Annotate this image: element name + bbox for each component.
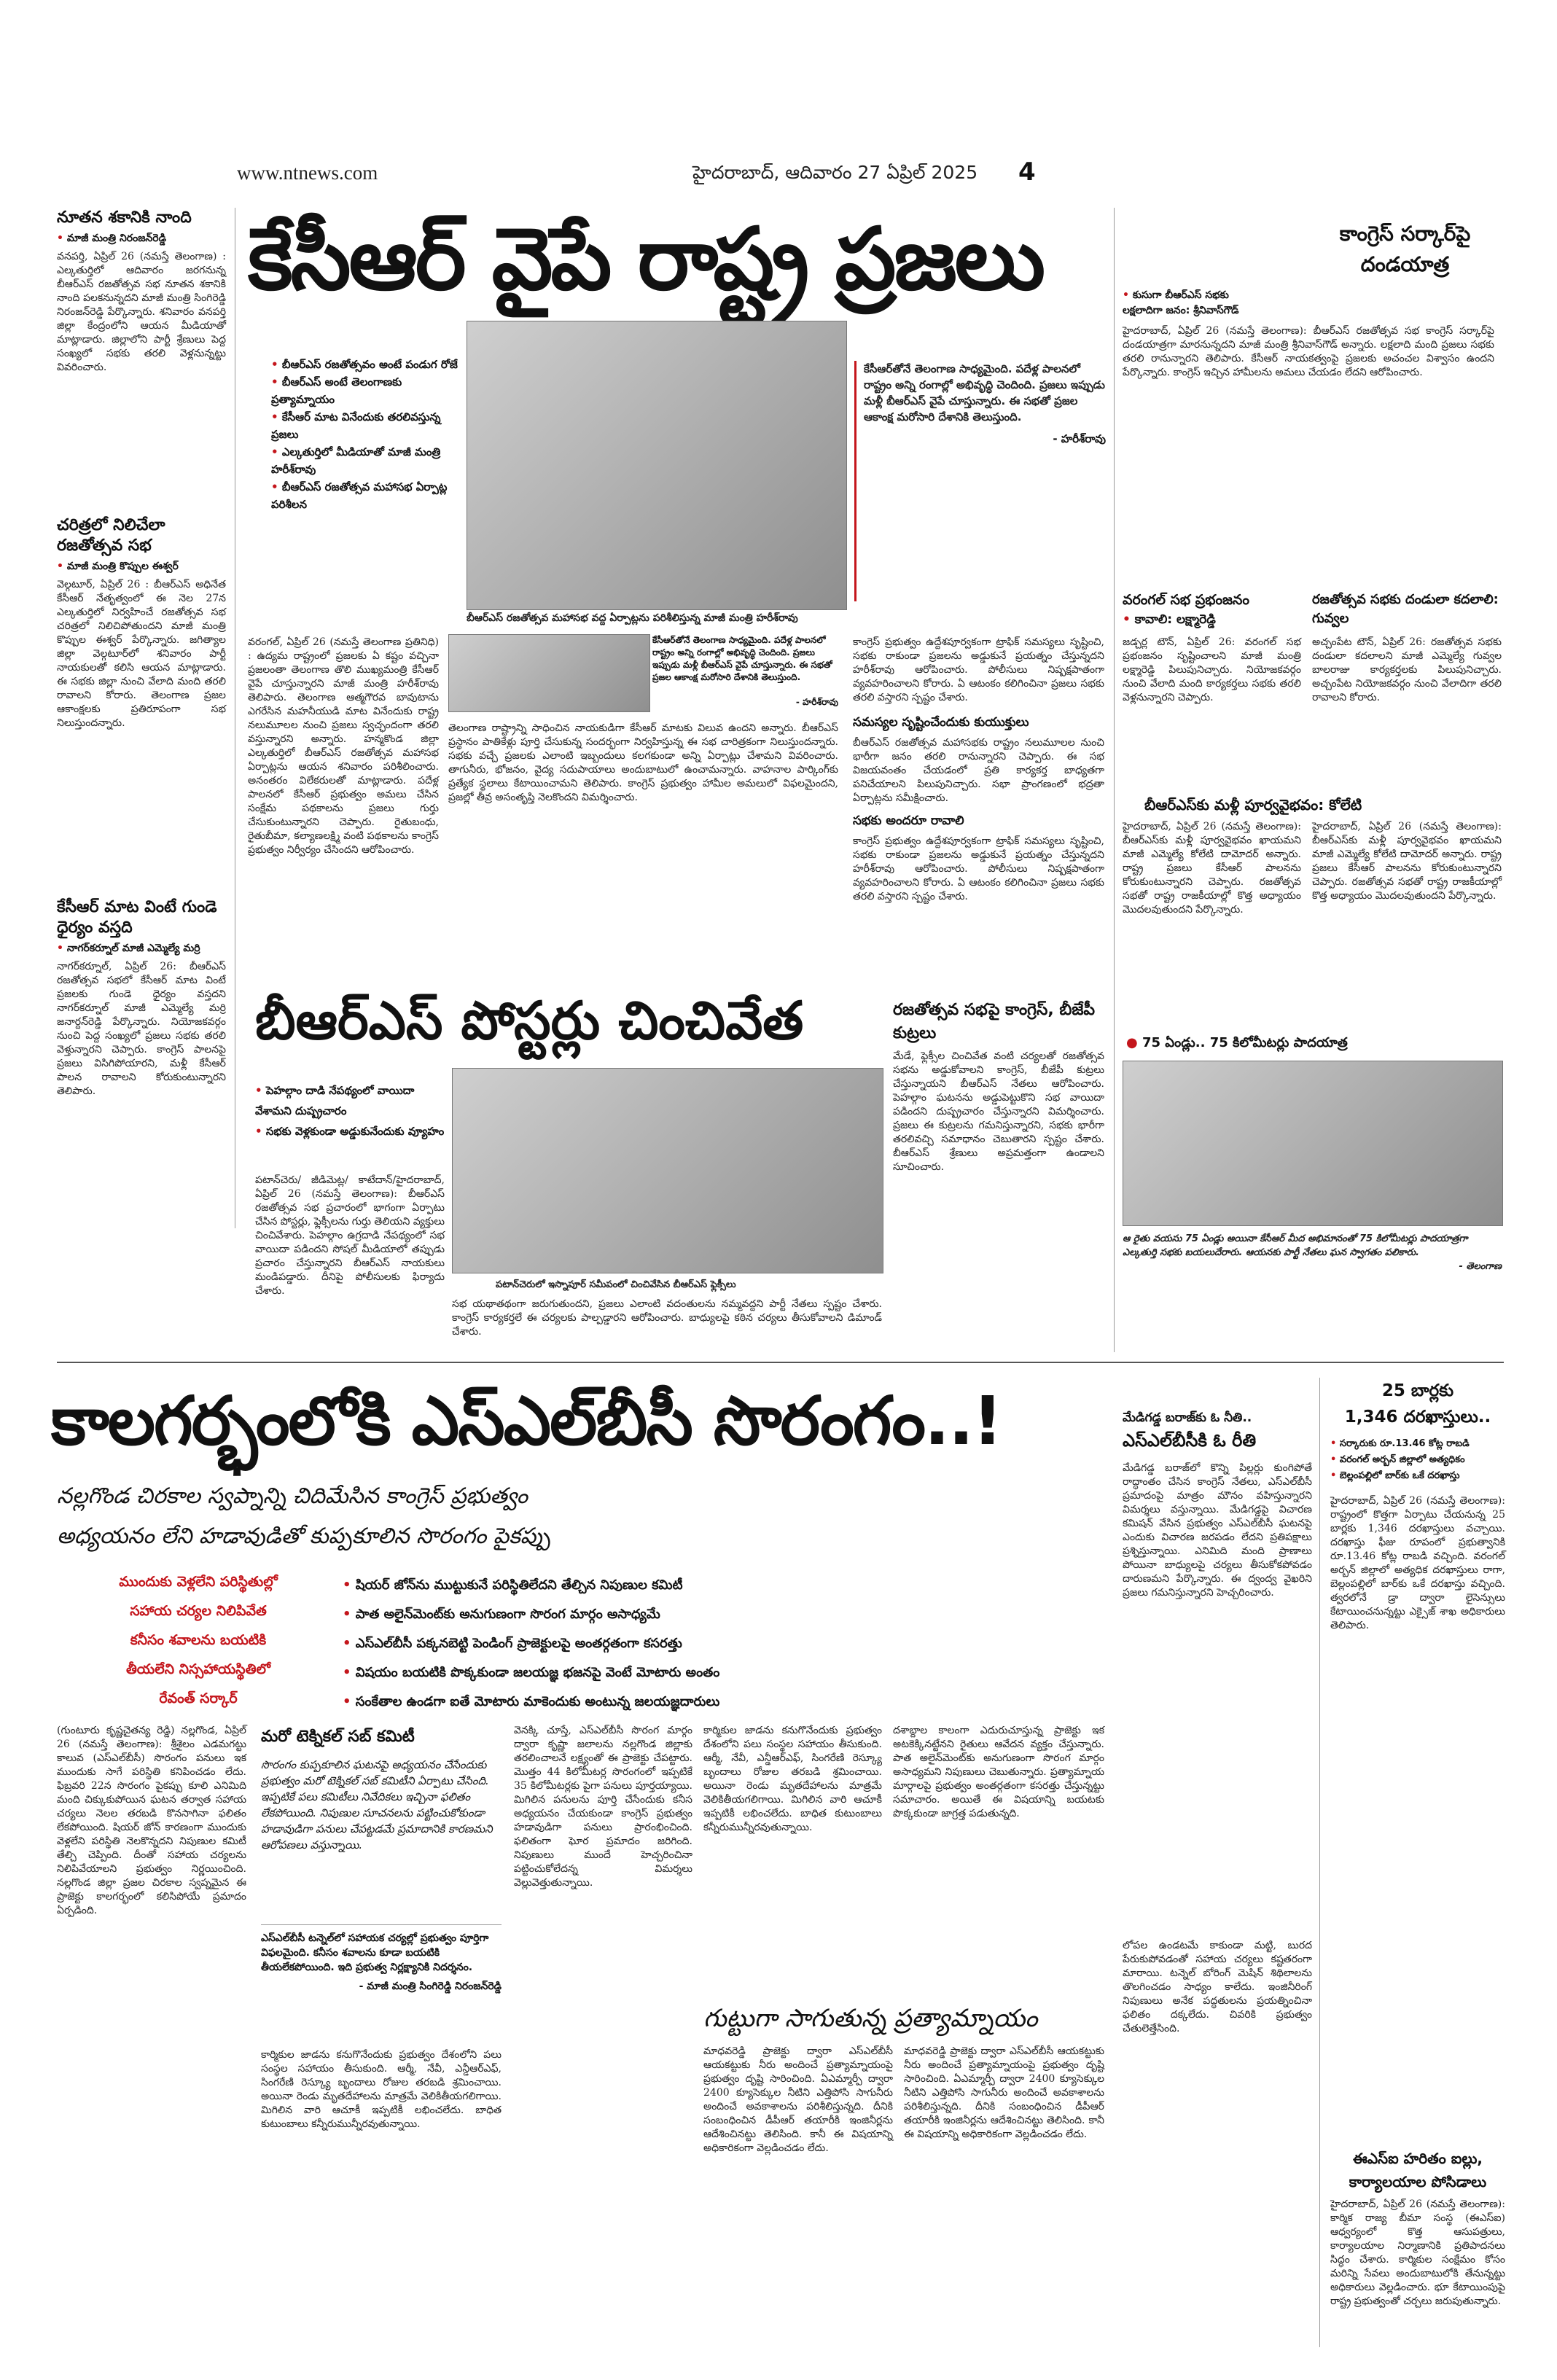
bullet: • కేసీఆర్ మాట వినేందుకు తరలివస్తున్న ప్రజలు	[271, 408, 461, 443]
inset-quote-text: కేసీఆర్‌తోనే తెలంగాణ సాధ్యమైంది. పదేళ్ల పాలనలో రాష్ట్రం అన్ని రంగాల్లో అభివృద్ధి చెందింది. ప్రజలు ఇప్పుడు మళ్లీ బీఆర్ఎస్ వైపే చూస్తున్నారు. ఈ సభతో ప్రజల ఆకాంక్ష మరోసారి దేశానికి తెలుస్తుంది.	[652, 635, 832, 682]
right-s4-body: హైదరాబాద్, ఏప్రిల్ 26 (నమస్తే తెలంగాణ): బీఆర్ఎస్‌కు మళ్లీ పూర్వవైభవం ఖాయమని మాజీ ఎమ్మెల్యే కోలేటి దామోదర్ అన్నారు. రాష్ట్ర ప్రజలు కేసీఆర్ పాలనను కోరుకుంటున్నారని చెప్పారు. రజతోత్సవ సభతో రాష్ట్ర రాజకీయాల్లో కొత్త అధ్యాయం మొదలవుతుందని పేర్కొన్నారు.	[1123, 821, 1305, 916]
top-story-photo	[467, 321, 847, 610]
slbc-body: (గుంటూరు కృష్ణచైతన్య రెడ్డి) నల్లగొండ, ఏప్రిల్ 26 (నమస్తే తెలంగాణ): శ్రీశైలం ఎడమగట్టు కాలువ (ఎస్ఎల్‌బీసీ) సొరంగం పనులు ఇక ముందుకు సాగే పరిస్థితి కనిపించడం లేదు. ఫిబ్రవరి 22న సొరంగం పైకప్పు కూలి ఎనిమిది మంది చిక్కుకుపోయిన ఘటన తర్వాత సహాయ చర్యలు నెలల తరబడి కొనసాగినా ఫలితం లేకపోయింది. షియర్ జోన్ కారణంగా ముందుకు వెళ్లలేని పరిస్థితి నెలకొన్నదని నిపుణుల కమిటీ తేల్చి చెప్పింది. దీంతో సహాయ చర్యలను నిలిపివేయాలని ప్రభుత్వం నిర్ణయించింది. నల్లగొండ జిల్లా ప్రజల చిరకాల స్వప్నమైన ఈ ప్రాజెక్టు కాలగర్భంలో కలిసిపోయే ప్రమాదం ఏర్పడింది.	[57, 1725, 250, 1916]
slbc-body: కార్మికుల జాడను కనుగొనేందుకు ప్రభుత్వం దేశంలోని పలు సంస్థల సహాయం తీసుకుంది. ఆర్మీ, నేవీ, ఎన్డీఆర్ఎఫ్, సింగరేణి రెస్క్యూ బృందాలు రోజుల తరబడి శ్రమించాయి. అయినా రెండు మృతదేహాలను మాత్రమే వెలికితీయగలిగాయి. మిగిలిన వారి ఆచూకీ ఇప్పటికీ లభించలేదు. బాధిత కుటుంబాలు కన్నీరుమున్నీరవుతున్నాయి.	[703, 1725, 886, 1833]
top-story-body: వరంగల్, ఏప్రిల్ 26 (నమస్తే తెలంగాణ ప్రతినిధి) : ఉద్యమ రాష్ట్రంలో ప్రజలకు ఏ కష్టం వచ్చినా ప్రజలంతా తెలంగాణ తొలి ముఖ్యమంత్రి కేసీఆర్ వైపే చూస్తున్నారని మాజీ మంత్రి హరీశ్‌రావు తెలిపారు. తెలంగాణ ఆత్మగౌరవ బావుటాను ఎగరేసిన మహనీయుడి మాట వినేందుకు రాష్ట్ర నలుమూలల నుంచి ప్రజలు స్వచ్ఛందంగా తరలి వస్తున్నారని అన్నారు. హన్మకొండ జిల్లా ఎల్కతుర్తిలో బీఆర్ఎస్ రజతోత్సవ మహాసభ ఏర్పాట్లను ఆయన శనివారం పరిశీలించారు. అనంతరం విలేకరులతో మాట్లాడారు. పదేళ్ల పాలనలో కేసీఆర్ ప్రభుత్వం అమలు చేసిన సంక్షేమ పథకాలను ప్రజలు గుర్తు చేసుకుంటున్నారని చెప్పారు. రైతుబంధు, రైతుబీమా, కల్యాణలక్ష్మి వంటి పథకాలను కాంగ్రెస్ ప్రభుత్వం నిర్వీర్యం చేసిందని ఆరోపించారు.	[248, 636, 442, 856]
bullet: • సభకు వెళ్లకుండా అడ్డుకునేందుకు వ్యూహం	[255, 1121, 445, 1142]
section-divider	[57, 1362, 1504, 1363]
right-slbc-body: మేడిగడ్డ బరాజ్‌లో కొన్ని పిల్లర్లు కుంగిపోతే రాద్ధాంతం చేసిన కాంగ్రెస్ నేతలు, ఎస్ఎల్‌బీసీ ప్రమాదంపై మాత్రం మౌనం వహిస్తున్నారని విమర్శలు వస్తున్నాయి. మేడిగడ్డపై విచారణ కమిషన్ వేసిన ప్రభుత్వం ఎస్ఎల్‌బీసీ ఘటనపై ఎందుకు విచారణ జరపడం లేదని ప్రతిపక్షాలు ప్రశ్నిస్తున్నాయి. ఎనిమిది మంది ప్రాణాలు పోయినా బాధ్యులపై చర్యలు తీసుకోకపోవడం దారుణమని పేర్కొన్నారు. ఈ ద్వంద్వ వైఖరిని ప్రజలు గమనిస్తున్నారని హెచ్చరించారు.	[1123, 1462, 1316, 1599]
inset-quote-attr: - హరీశ్‌రావు	[795, 697, 838, 707]
page-number: 4	[1018, 157, 1036, 187]
right-s2-head: వరంగల్ సభ ప్రభంజనం	[1123, 592, 1250, 608]
bullet: • సర్కారుకు రూ.13.46 కోట్ల రాబడి	[1330, 1436, 1505, 1452]
top-story-bullets	[271, 356, 461, 513]
red-subhead: సహాయ చర్యల నిలిపివేత	[130, 1603, 267, 1619]
right-slbc-head: మేడిగడ్డ బరాజ్‌కు ఓ నీతి..	[1123, 1411, 1252, 1425]
guttu-body: మాధవరెడ్డి ప్రాజెక్టు ద్వారా ఎస్ఎల్‌బీసీ ఆయకట్టుకు నీరు అందించే ప్రత్యామ్నాయంపై ప్రభుత్వం దృష్టి సారించింది. ఏఎమ్మార్పీ ద్వారా 2400 క్యూసెక్కుల నీటిని ఎత్తిపోసి సాగునీరు అందించే అవకాశాలను పరిశీలిస్తున్నది. దీనికి సంబంధించిన డీపీఆర్ తయారీకి ఇంజినీర్లను ఆదేశించినట్టు తెలిసింది. కానీ ఈ విషయాన్ని అధికారికంగా వెల్లడించడం లేదు.	[703, 2045, 897, 2154]
slbc-side-body: సొరంగం కుప్పకూలిన ఘటనపై అధ్యయనం చేసేందుకు ప్రభుత్వం మరో టెక్నికల్ సబ్ కమిటీని ఏర్పాటు చేసింది. ఇప్పటికే పలు కమిటీలు నివేదికలు ఇచ్చినా ఫలితం లేకపోయింది. నిపుణుల సూచనలను పట్టించుకోకుండా హడావుడిగా పనులు చేపట్టడమే ప్రమాదానికి కారణమని ఆరోపణలు వస్తున్నాయి.	[261, 1758, 493, 1852]
pull-quote	[854, 361, 1106, 601]
bullet: • పాత అలైన్‌మెంట్‌కు అనుగుణంగా సొరంగ మార్గం అసాధ్యమే	[343, 1600, 1115, 1629]
top-story-photo-caption: బీఆర్ఎస్ రజతోత్సవ మహాసభ వద్ద ఏర్పాట్లను పరిశీలిస్తున్న మాజీ మంత్రి హరీశ్‌రావు	[467, 612, 798, 624]
byline: • మాజీ మంత్రి నిరంజన్‌రెడ్డి	[57, 231, 226, 246]
bullet: • ఎల్కతుర్తిలో మీడియాతో మాజీ మంత్రి హరీశ్‌రావు	[271, 443, 461, 478]
poster-headline: బీఆర్ఎస్ పోస్టర్లు చించివేత	[255, 990, 804, 1051]
mid-story-head: రజతోత్సవ సభపై కాంగ్రెస్, బీజేపీ కుట్రలు	[893, 1001, 1096, 1042]
padayatra-tag-text: 75 ఏండ్లు.. 75 కిలోమీటర్లు పాదయాత్ర	[1142, 1035, 1348, 1050]
bars-head	[1330, 1378, 1505, 1430]
story-subhead: సభకు అందరూ రావాలి	[853, 814, 964, 828]
bullet: • విషయం బయటికి పొక్కకుండా జలయజ్ఞ భజనపై వెంటే మోటారు అంతం	[343, 1658, 1115, 1688]
poster-bullets	[255, 1080, 445, 1142]
bars-body: హైదరాబాద్, ఏప్రిల్ 26 (నమస్తే తెలంగాణ): రాష్ట్రంలో కొత్తగా ఏర్పాటు చేయనున్న 25 బార్లకు 1,346 దరఖాస్తులు వచ్చాయి. దరఖాస్తు ఫీజు రూపంలో ప్రభుత్వానికి రూ.13.46 కోట్ల రాబడి వచ్చింది. వరంగల్ అర్బన్ జిల్లాలో అత్యధిక దరఖాస్తులు రాగా, బెల్లంపల్లిలో బార్‌కు ఒకే దరఖాస్తు వచ్చింది. త్వరలోనే డ్రా ద్వారా లైసెన్సులు కేటాయించనున్నట్టు ఎక్సైజ్ శాఖ అధికారులు తెలిపారు.	[1330, 1495, 1509, 1631]
top-story-body: కాంగ్రెస్ ప్రభుత్వం ఉద్దేశపూర్వకంగా ట్రాఫిక్ సమస్యలు సృష్టించి, సభకు రాకుండా ప్రజలను అడ్డుకునే ప్రయత్నం చేస్తున్నదని హరీశ్‌రావు ఆరోపించారు. పోలీసులు నిష్పక్షపాతంగా వ్యవహరించాలని కోరారు. ఏ ఆటంకం కలిగించినా ప్రజలు సభకు తరలి వస్తారని స్పష్టం చేశారు.	[853, 636, 1108, 703]
slbc-body: దశాబ్దాల కాలంగా ఎదురుచూస్తున్న ప్రాజెక్టు ఇక అటకెక్కినట్టేనని రైతులు ఆవేదన వ్యక్తం చేస్తున్నారు. పాత అలైన్‌మెంట్‌కు అనుగుణంగా సొరంగ మార్గం అసాధ్యమని నిపుణులు చెబుతున్నారు. ప్రత్యామ్నాయ మార్గాలపై ప్రభుత్వం అంతర్గతంగా కసరత్తు చేస్తున్నట్టు సమాచారం. అయితే ఈ విషయాన్ని బయటకు పొక్కకుండా జాగ్రత్త పడుతున్నది.	[893, 1725, 1108, 1819]
red-dot-icon: ●	[1126, 1035, 1142, 1050]
slbc-bullets	[343, 1571, 1115, 1717]
bars-bullets	[1330, 1436, 1505, 1484]
right-s3-body: అచ్చంపేట టౌన్, ఏప్రిల్ 26: రజతోత్సవ సభకు దండులా కదలాలని మాజీ ఎమ్మెల్యే గువ్వల బాలరాజు కార్యకర్తలకు పిలుపునిచ్చారు. అచ్చంపేట నియోజకవర్గం నుంచి వేలాదిగా తరలి రావాలని కోరారు.	[1312, 636, 1505, 703]
bullet: • షియర్ జోన్‌ను ముట్టుకునే పరిస్థితిలేదని తేల్చిన నిపుణుల కమిటీ	[343, 1571, 1115, 1600]
right-s1-body: హైదరాబాద్, ఏప్రిల్ 26 (నమస్తే తెలంగాణ): బీఆర్ఎస్ రజతోత్సవ సభ కాంగ్రెస్ సర్కార్‌పై దండయాత్రగా మారనున్నదని మాజీ మంత్రి శ్రీనివాస్‌గౌడ్ అన్నారు. లక్షలాది మంది ప్రజలు సభకు తరలి రానున్నారని తెలిపారు. కేసీఆర్ నాయకత్వంపై ప్రజలకు అచంచల విశ్వాసం ఉందని పేర్కొన్నారు. కాంగ్రెస్ ఇచ్చిన హామీలను అమలు చేయడం లేదని ఆరోపించారు.	[1123, 325, 1498, 378]
right-slbc-body: లోపల ఉండటమే కాకుండా మట్టి, బురద పేరుకుపోవడంతో సహాయ చర్యలు కష్టతరంగా మారాయి. టన్నెల్ బోరింగ్ మెషిన్ శిథిలాలను తొలగించడం సాధ్యం కాలేదు. ఇంజినీరింగ్ నిపుణులు అనేక పద్ధతులను ప్రయత్నించినా ఫలితం దక్కలేదు. చివరికి ప్రభుత్వం చేతులెత్తేసింది.	[1123, 1940, 1316, 2034]
padayatra-photo	[1123, 1061, 1503, 1226]
byline: • మాజీ మంత్రి కొప్పుల ఈశ్వర్	[57, 559, 226, 574]
bullet: • వరంగల్ అర్బన్ జిల్లాలో అత్యధికం	[1330, 1452, 1505, 1468]
byline: లక్షలాదిగా జనం: శ్రీనివాస్‌గౌడ్	[1123, 305, 1239, 316]
right-s4-head: బీఆర్ఎస్‌కు మళ్లీ పూర్వవైభవం: కోలేటి	[1144, 796, 1362, 814]
byline: • నాగర్‌కర్నూల్ మాజీ ఎమ్మెల్యే మర్రి	[57, 941, 226, 956]
poster-body: సభ యథాతథంగా జరుగుతుందని, ప్రజలు ఎలాంటి వదంతులను నమ్మవద్దని పార్టీ నేతలు స్పష్టం చేశారు. కాంగ్రెస్ కార్యకర్తలే ఈ చర్యలకు పాల్పడ్డారని ఆరోపించారు. బాధ్యులపై కఠిన చర్యలు తీసుకోవాలని డిమాండ్ చేశారు.	[452, 1298, 886, 1338]
red-subhead: రేవంత్ సర్కార్	[159, 1690, 238, 1706]
ecl-body: హైదరాబాద్, ఏప్రిల్ 26 (నమస్తే తెలంగాణ): కార్మిక రాజ్య బీమా సంస్థ (ఈఎస్ఐ) ఆధ్వర్యంలో కొత్త ఆసుపత్రులు, కార్యాలయాల నిర్మాణానికి ప్రతిపాదనలు సిద్ధం చేశారు. కార్మికుల సంక్షేమం కోసం మరిన్ని సేవలు అందుబాటులోకి తేనున్నట్టు అధికారులు వెల్లడించారు. భూ కేటాయింపుపై రాష్ట్ర ప్రభుత్వంతో చర్చలు జరుపుతున్నారు.	[1330, 2198, 1509, 2307]
right-s1-head: కాంగ్రెస్ సర్కార్‌పై దండయాత్ర	[1339, 222, 1471, 276]
poster-photo-caption: పటాన్‌చెరులో ఇస్నాపూర్ సమీపంలో చించివేసిన బీఆర్ఎస్ ఫ్లెక్సీలు	[496, 1279, 736, 1290]
bullet: • బెల్లంపల్లిలో బార్‌కు ఒకే దరఖాస్తు	[1330, 1468, 1505, 1484]
story-body: వెల్గటూర్, ఏప్రిల్ 26 : బీఆర్ఎస్ అధినేత కేసీఆర్ నేతృత్వంలో ఈ నెల 27న ఎల్కతుర్తిలో నిర్వహించే రజతోత్సవ సభ చరిత్రలో నిలిచిపోతుందని మాజీ మంత్రి కొప్పుల ఈశ్వర్ పేర్కొన్నారు. జగిత్యాల జిల్లా వెల్గటూర్‌లో శనివారం పార్టీ నాయకులతో కలిసి ఆయన మాట్లాడారు. ఈ సభకు జిల్లా నుంచి వేలాది మంది తరలి రావాలని కోరారు. తెలంగాణ ప్రజల ఆకాంక్షలకు ప్రతిరూపంగా సభ నిలుస్తుందన్నారు.	[57, 579, 230, 729]
red-subhead: కనీసం శవాలను బయటికి	[130, 1632, 267, 1648]
pull-quote-text: కేసీఆర్‌తోనే తెలంగాణ సాధ్యమైంది. పదేళ్ల పాలనలో రాష్ట్రం అన్ని రంగాల్లో అభివృద్ధి చెందింది. ప్రజలు ఇప్పుడు మళ్లీ బీఆర్ఎస్ వైపే చూస్తున్నారు. ఈ సభతో ప్రజల ఆకాంక్ష మరోసారి దేశానికి తెలుస్తుంది.	[864, 362, 1105, 424]
slbc-kicker: అధ్యయనం లేని హడావుడితో కుప్పకూలిన సొరంగం పైకప్పు	[57, 1523, 550, 1549]
bars-head-line: 25 బార్లకు	[1381, 1381, 1454, 1400]
site-url: www.ntnews.com	[237, 162, 378, 184]
ecl-head-line: ఈఎస్ఐ హరితం ఐల్లు,	[1352, 2150, 1483, 2167]
right-s2-body: జడ్చర్ల టౌన్, ఏప్రిల్ 26: వరంగల్ సభ ప్రభంజనం సృష్టించాలని మాజీ మంత్రి లక్ష్మారెడ్డి పిలుపునిచ్చారు. నియోజకవర్గం నుంచి వేలాది మంది కార్యకర్తలు సభకు తరలి వెళ్లనున్నారని చెప్పారు.	[1123, 636, 1305, 703]
top-story-body: తెలంగాణ రాష్ట్రాన్ని సాధించిన నాయకుడిగా కేసీఆర్ మాటకు విలువ ఉందని అన్నారు. బీఆర్ఎస్ ప్రస్థానం పాతికేళ్లు పూర్తి చేసుకున్న సందర్భంగా నిర్వహిస్తున్న ఈ సభ చారిత్రకంగా నిలుస్తుందన్నారు. సభకు వచ్చే ప్రజలకు ఎలాంటి ఇబ్బందులు కలగకుండా అన్ని ఏర్పాట్లు చేశామని వివరించారు. తాగునీరు, భోజనం, వైద్య సదుపాయాలు అందుబాటులో ఉంచామన్నారు. వాహనాల పార్కింగ్‌కు ప్రత్యేక స్థలాలు కేటాయించామని తెలిపారు. కాంగ్రెస్ ప్రభుత్వం హామీల అమలులో విఫలమైందని, ప్రజల్లో తీవ్ర అసంతృప్తి నెలకొందని విమర్శించారు.	[448, 722, 842, 803]
story-subhead: సమస్యల సృష్టించేందుకు కుయుక్తులు	[853, 715, 1029, 730]
inset-photo	[448, 634, 650, 712]
bullet: • సంకేతాల ఉండగా ఐతే మోటారు మాకెందుకు అంటున్న జలయజ్ఞదారులు	[343, 1688, 1115, 1717]
top-story-headline: కేసీఆర్ వైపే రాష్ట్ర ప్రజలు	[248, 208, 1044, 309]
dateline: హైదరాబాద్, ఆదివారం 27 ఏప్రిల్ 2025	[692, 162, 978, 183]
poster-photo	[452, 1068, 883, 1273]
story-head: కేసీఆర్ మాట వింటే గుండె ధైర్యం వస్తది	[57, 898, 217, 937]
slbc-body: కార్మికుల జాడను కనుగొనేందుకు ప్రభుత్వం దేశంలోని పలు సంస్థల సహాయం తీసుకుంది. ఆర్మీ, నేవీ, ఎన్డీఆర్ఎఫ్, సింగరేణి రెస్క్యూ బృందాలు రోజుల తరబడి శ్రమించాయి. అయినా రెండు మృతదేహాలను మాత్రమే వెలికితీయగలిగాయి. మిగిలిన వారి ఆచూకీ ఇప్పటికీ లభించలేదు. బాధిత కుటుంబాలు కన్నీరుమున్నీరవుతున్నాయి.	[261, 2049, 505, 2130]
bullet: • బీఆర్ఎస్ రజతోత్సవం అంటే పండుగ రోజే	[271, 356, 461, 373]
bullet: • బీఆర్ఎస్ రజతోత్సవ మహాసభ ఏర్పాట్ల పరిశీలన	[271, 478, 461, 513]
padayatra-caption-attr: - తెలంగాణ	[1459, 1261, 1502, 1272]
pull-quote-attr: - హరీశ్‌రావు	[1053, 432, 1106, 445]
guttu-body: మాధవరెడ్డి ప్రాజెక్టు ద్వారా ఎస్ఎల్‌బీసీ ఆయకట్టుకు నీరు అందించే ప్రత్యామ్నాయంపై ప్రభుత్వం దృష్టి సారించింది. ఏఎమ్మార్పీ ద్వారా 2400 క్యూసెక్కుల నీటిని ఎత్తిపోసి సాగునీరు అందించే అవకాశాలను పరిశీలిస్తున్నది. దీనికి సంబంధించిన డీపీఆర్ తయారీకి ఇంజినీర్లను ఆదేశించినట్టు తెలిసింది. కానీ ఈ విషయాన్ని అధికారికంగా వెల్లడించడం లేదు.	[904, 2045, 1108, 2140]
column-divider	[1114, 208, 1115, 1352]
poster-body: పటాన్‌చెరు/ జీడిమెట్ల/ కాటేదాన్/హైదరాబాద్, ఏప్రిల్ 26 (నమస్తే తెలంగాణ): బీఆర్ఎస్ రజతోత్సవ సభ ప్రచారంలో భాగంగా ఏర్పాటు చేసిన పోస్టర్లు, ఫ్లెక్సీలను గుర్తు తెలియని వ్యక్తులు చించివేశారు. పెహల్గాం ఉగ్రదాడి నేపథ్యంలో సభ వాయిదా పడిందని సోషల్ మీడియాలో తప్పుడు ప్రచారం చేస్తున్నారని బీఆర్ఎస్ నాయకులు మండిపడ్డారు. దీనిపై పోలీసులకు ఫిర్యాదు చేశారు.	[255, 1174, 448, 1297]
ecl-head-line: కార్యాలయాల పోసిడాలు	[1349, 2173, 1487, 2190]
bullet: • బీఆర్ఎస్ అంటే తెలంగాణకు ప్రత్యామ్నాయం	[271, 373, 461, 408]
story-head: నూతన శకానికి నాంది	[57, 208, 192, 227]
byline: • కుసుగా బీఆర్ఎస్ సభకు	[1123, 288, 1305, 303]
story-body: వనపర్తి, ఏప్రిల్ 26 (నమస్తే తెలంగాణ) : ఎల్కతుర్తిలో ఆదివారం జరగనున్న బీఆర్ఎస్ రజతోత్సవ సభ నూతన శకానికి నాంది పలకనున్నదని మాజీ మంత్రి సింగిరెడ్డి నిరంజన్‌రెడ్డి పేర్కొన్నారు. శనివారం వనపర్తి జిల్లా కేంద్రంలోని ఆయన మీడియాతో మాట్లాడారు. జిల్లాలోని పార్టీ శ్రేణులు పెద్ద సంఖ్యలో సభకు తరలి వెళ్లనున్నట్టు వివరించారు.	[57, 251, 230, 373]
right-s3-head: రజతోత్సవ సభకు దండులా కదలాలి: గువ్వల	[1312, 592, 1499, 626]
ecl-head	[1330, 2147, 1505, 2193]
slbc-body: వెనక్కి చూస్తే, ఎస్ఎల్‌బీసీ సొరంగ మార్గం ద్వారా కృష్ణా జలాలను నల్లగొండ జిల్లాకు తరలించాలనే లక్ష్యంతో ఈ ప్రాజెక్టు చేపట్టారు. మొత్తం 44 కిలోమీటర్ల సొరంగంలో ఇప్పటికే 35 కిలోమీటర్లకు పైగా పనులు పూర్తయ్యాయి. మిగిలిన పనులను పూర్తి చేసేందుకు కనీస అధ్యయనం చేయకుండా కాంగ్రెస్ ప్రభుత్వం హడావుడిగా పనులు ప్రారంభించింది. ఫలితంగా ఘోర ప్రమాదం జరిగింది. నిపుణులు ముందే హెచ్చరించినా పట్టించుకోలేదన్న విమర్శలు వెల్లువెత్తుతున్నాయి.	[514, 1725, 696, 1889]
padayatra-caption	[1123, 1232, 1502, 1334]
right-s4-body: హైదరాబాద్, ఏప్రిల్ 26 (నమస్తే తెలంగాణ): బీఆర్ఎస్‌కు మళ్లీ పూర్వవైభవం ఖాయమని మాజీ ఎమ్మెల్యే కోలేటి దామోదర్ అన్నారు. రాష్ట్ర ప్రజలు కేసీఆర్ పాలనను కోరుకుంటున్నారని చెప్పారు. రజతోత్సవ సభతో రాష్ట్ర రాజకీయాల్లో కొత్త అధ్యాయం మొదలవుతుందని పేర్కొన్నారు.	[1312, 821, 1505, 902]
slbc-headline: కాలగర్భంలోకి ఎస్ఎల్‌బీసీ సొరంగం..!	[51, 1382, 1002, 1460]
column-divider	[1319, 1378, 1320, 2347]
padayatra-caption-text: ఆ రైతు వయసు 75 ఏండ్లు అయినా కేసీఆర్ మీద అభిమానంతో 75 కిలోమీటర్లు పాదయాత్రగా ఎల్కతుర్తి సభకు బయలుదేరారు. ఆయనకు పార్టీ నేతలు ఘన స్వాగతం పలికారు.	[1123, 1233, 1468, 1258]
right-slbc-head2: ఎస్ఎల్‌బీసీకి ఓ రీతి	[1123, 1430, 1257, 1451]
bars-head-line: 1,346 దరఖాస్తులు..	[1344, 1408, 1491, 1427]
padayatra-tag	[1126, 1035, 1491, 1053]
bullet: • ఎస్ఎల్‌బీసీ పక్కనబెట్టి పెండింగ్ ప్రాజెక్టులపై అంతర్గతంగా కసరత్తు	[343, 1629, 1115, 1658]
mid-story-body: మేడే, ఫ్లెక్సీల చించివేత వంటి చర్యలతో రజతోత్సవ సభను అడ్డుకోవాలని కాంగ్రెస్, బీజేపీ కుట్రలు చేస్తున్నాయని బీఆర్ఎస్ నేతలు ఆరోపించారు. పెహల్గాం ఘటనను అడ్డుపెట్టుకొని సభ వాయిదా పడిందని దుష్ప్రచారం చేస్తున్నారని విమర్శించారు. ప్రజలు ఈ కుట్రలను గమనిస్తున్నారని, సభకు భారీగా తరలివచ్చి సమాధానం చెబుతారని స్పష్టం చేశారు. బీఆర్ఎస్ శ్రేణులు అప్రమత్తంగా ఉండాలని సూచించారు.	[893, 1050, 1108, 1173]
slbc-side-head: మరో టెక్నికల్ సబ్ కమిటీ	[261, 1728, 415, 1746]
slbc-quote-attr: - మాజీ మంత్రి సింగిరెడ్డి నిరంజన్‌రెడ్డి	[359, 1981, 502, 1992]
top-story-body: బీఆర్ఎస్ రజతోత్సవ మహాసభకు రాష్ట్రం నలుమూలల నుంచి భారీగా జనం తరలి రానున్నారని చెప్పారు. ఈ సభ విజయవంతం చేయడంలో ప్రతి కార్యకర్త బాధ్యతగా పనిచేయాలని పిలుపునిచ్చారు. సభా ప్రాంగణంలో భద్రతా ఏర్పాట్లను సమీక్షించారు.	[853, 737, 1108, 804]
slbc-quote-text: ఎస్ఎల్‌బీసీ టన్నెల్‌లో సహాయక చర్యల్లో ప్రభుత్వం పూర్తిగా విఫలమైంది. కనీసం శవాలను కూడా బయటికి తీయలేకపోయింది. ఇది ప్రభుత్వ నిర్లక్ష్యానికి నిదర్శనం.	[261, 1932, 489, 1973]
byline: • కావాలి: లక్ష్మారెడ్డి	[1123, 612, 1301, 627]
inset-quote	[652, 634, 838, 714]
guttu-head: గుట్టుగా సాగుతున్న ప్రత్యామ్నాయం	[703, 2004, 1038, 2033]
masthead	[237, 157, 1036, 187]
slbc-red-subheads	[60, 1567, 337, 1713]
red-subhead: ముందుకు వెళ్లలేని పరిస్థితుల్లో	[119, 1574, 278, 1590]
story-head: చరిత్రలో నిలిచేలా రజతోత్సవ సభ	[57, 516, 165, 555]
slbc-quote	[261, 1924, 502, 2048]
slbc-kicker: నల్లగొండ చిరకాల స్వప్నాన్ని చిదిమేసిన కాంగ్రెస్ ప్రభుత్వం	[57, 1483, 528, 1509]
red-subhead: తీయలేని నిస్సహాయస్థితిలో	[125, 1661, 271, 1677]
top-story-body: కాంగ్రెస్ ప్రభుత్వం ఉద్దేశపూర్వకంగా ట్రాఫిక్ సమస్యలు సృష్టించి, సభకు రాకుండా ప్రజలను అడ్డుకునే ప్రయత్నం చేస్తున్నదని హరీశ్‌రావు ఆరోపించారు. పోలీసులు నిష్పక్షపాతంగా వ్యవహరించాలని కోరారు. ఏ ఆటంకం కలిగించినా ప్రజలు సభకు తరలి వస్తారని స్పష్టం చేశారు.	[853, 835, 1108, 902]
left-column	[57, 208, 230, 1359]
bullet: • పెహల్గాం దాడి నేపథ్యంలో వాయిదా వేశామని దుష్ప్రచారం	[255, 1080, 445, 1121]
story-body: నాగర్‌కర్నూల్, ఏప్రిల్ 26: బీఆర్ఎస్ రజతోత్సవ సభలో కేసీఆర్ మాట వింటే ప్రజలకు గుండె ధైర్యం వస్తదని నాగర్‌కర్నూల్ మాజీ ఎమ్మెల్యే మర్రి జనార్దన్‌రెడ్డి పేర్కొన్నారు. నియోజకవర్గం నుంచి పెద్ద సంఖ్యలో ప్రజలు సభకు తరలి వెళ్తున్నారని చెప్పారు. కాంగ్రెస్ పాలనపై ప్రజలు విసిగిపోయారని, మళ్లీ కేసీఆర్ పాలన రావాలని కోరుకుంటున్నారని తెలిపారు.	[57, 961, 230, 1097]
